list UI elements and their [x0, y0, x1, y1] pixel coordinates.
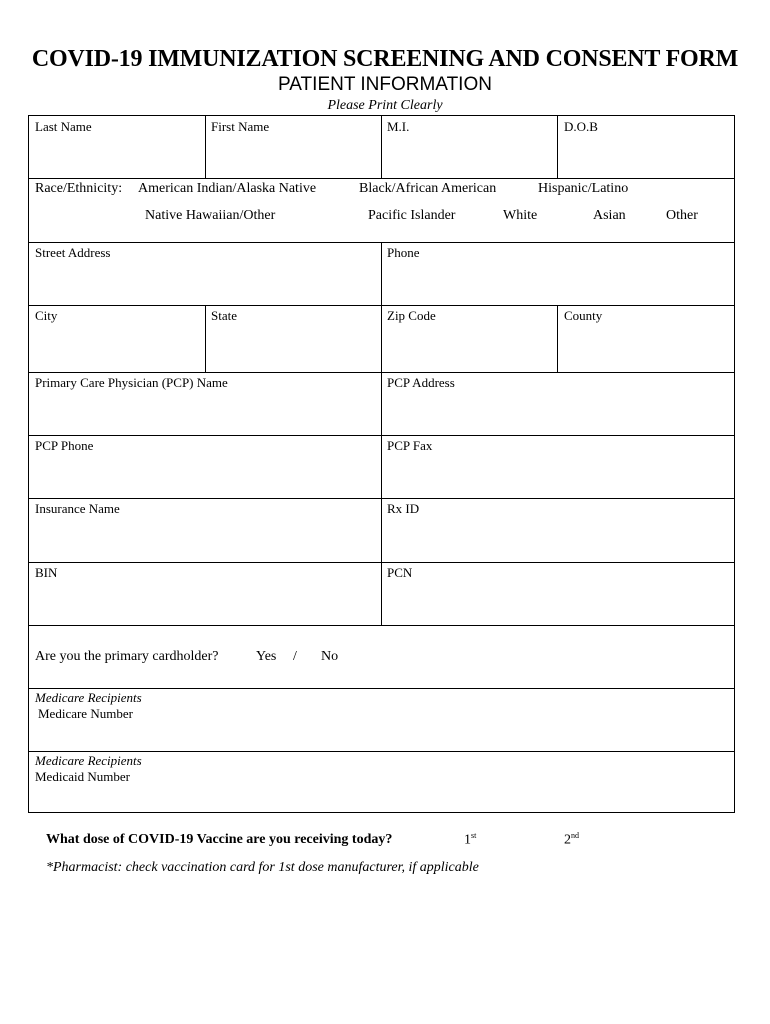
divider: [381, 116, 382, 178]
pcp-fax-field[interactable]: PCP Fax: [387, 438, 433, 453]
street-address-field[interactable]: Street Address: [35, 245, 111, 260]
divider: [205, 116, 206, 178]
first-name-field[interactable]: First Name: [211, 119, 270, 134]
divider: [29, 625, 734, 626]
race-ethnicity-label: Race/Ethnicity:: [35, 181, 123, 196]
race-option-american-indian[interactable]: American Indian/Alaska Native: [138, 181, 317, 196]
cardholder-question: Are you the primary cardholder?: [35, 649, 219, 664]
race-option-other[interactable]: Other: [666, 208, 698, 223]
divider: [557, 305, 558, 372]
cardholder-no-option[interactable]: No: [321, 649, 339, 664]
medicare-recipients-note: Medicare Recipients: [35, 690, 142, 705]
race-option-asian[interactable]: Asian: [593, 208, 626, 223]
medicaid-number-field[interactable]: Medicaid Number: [35, 769, 130, 784]
pcp-phone-field[interactable]: PCP Phone: [35, 438, 94, 453]
zip-code-field[interactable]: Zip Code: [387, 308, 436, 323]
pharmacist-note: *Pharmacist: check vaccination card for 1st dose manufacturer, if applicable: [46, 860, 479, 875]
dose-first-suffix: st: [471, 831, 477, 840]
dose-first-option[interactable]: [464, 831, 476, 849]
last-name-field[interactable]: Last Name: [35, 119, 92, 134]
divider: [29, 688, 734, 689]
dose-question: What dose of COVID-19 Vaccine are you receiving today?: [46, 832, 393, 847]
divider: [557, 116, 558, 178]
pcp-address-field[interactable]: PCP Address: [387, 375, 455, 390]
insurance-name-field[interactable]: Insurance Name: [35, 501, 120, 516]
dose-first-number: 1: [464, 832, 471, 848]
dose-second-option[interactable]: [564, 831, 579, 849]
state-field[interactable]: State: [211, 308, 237, 323]
rx-id-field[interactable]: Rx ID: [387, 501, 420, 516]
divider: [381, 242, 382, 625]
race-option-black[interactable]: Black/African American: [359, 181, 497, 196]
cardholder-yes-option[interactable]: Yes: [256, 649, 277, 664]
patient-info-table: [28, 115, 735, 813]
divider: [205, 305, 206, 372]
race-option-native-hawaiian[interactable]: Native Hawaiian/Other: [145, 208, 276, 223]
phone-field[interactable]: Phone: [387, 245, 420, 260]
middle-initial-field[interactable]: M.I.: [387, 119, 410, 134]
dob-field[interactable]: D.O.B: [564, 119, 598, 134]
race-option-hispanic[interactable]: Hispanic/Latino: [538, 181, 629, 196]
dose-second-suffix: nd: [571, 831, 579, 840]
pcp-name-field[interactable]: Primary Care Physician (PCP) Name: [35, 375, 228, 390]
divider: [29, 178, 734, 179]
city-field[interactable]: City: [35, 308, 58, 323]
race-option-white[interactable]: White: [503, 208, 538, 223]
dose-second-number: 2: [564, 832, 571, 848]
medicaid-recipients-note: Medicare Recipients: [35, 753, 142, 768]
county-field[interactable]: County: [564, 308, 603, 323]
cardholder-separator: /: [293, 649, 297, 664]
race-option-pacific-islander[interactable]: Pacific Islander: [368, 208, 456, 223]
form-title: COVID-19 IMMUNIZATION SCREENING AND CONSENT FORM: [31, 46, 739, 72]
pcn-field[interactable]: PCN: [387, 565, 413, 580]
section-title: PATIENT INFORMATION: [278, 74, 492, 95]
divider: [29, 751, 734, 752]
medicare-number-field[interactable]: Medicare Number: [38, 706, 133, 721]
print-note: Please Print Clearly: [327, 98, 443, 113]
bin-field[interactable]: BIN: [35, 565, 58, 580]
